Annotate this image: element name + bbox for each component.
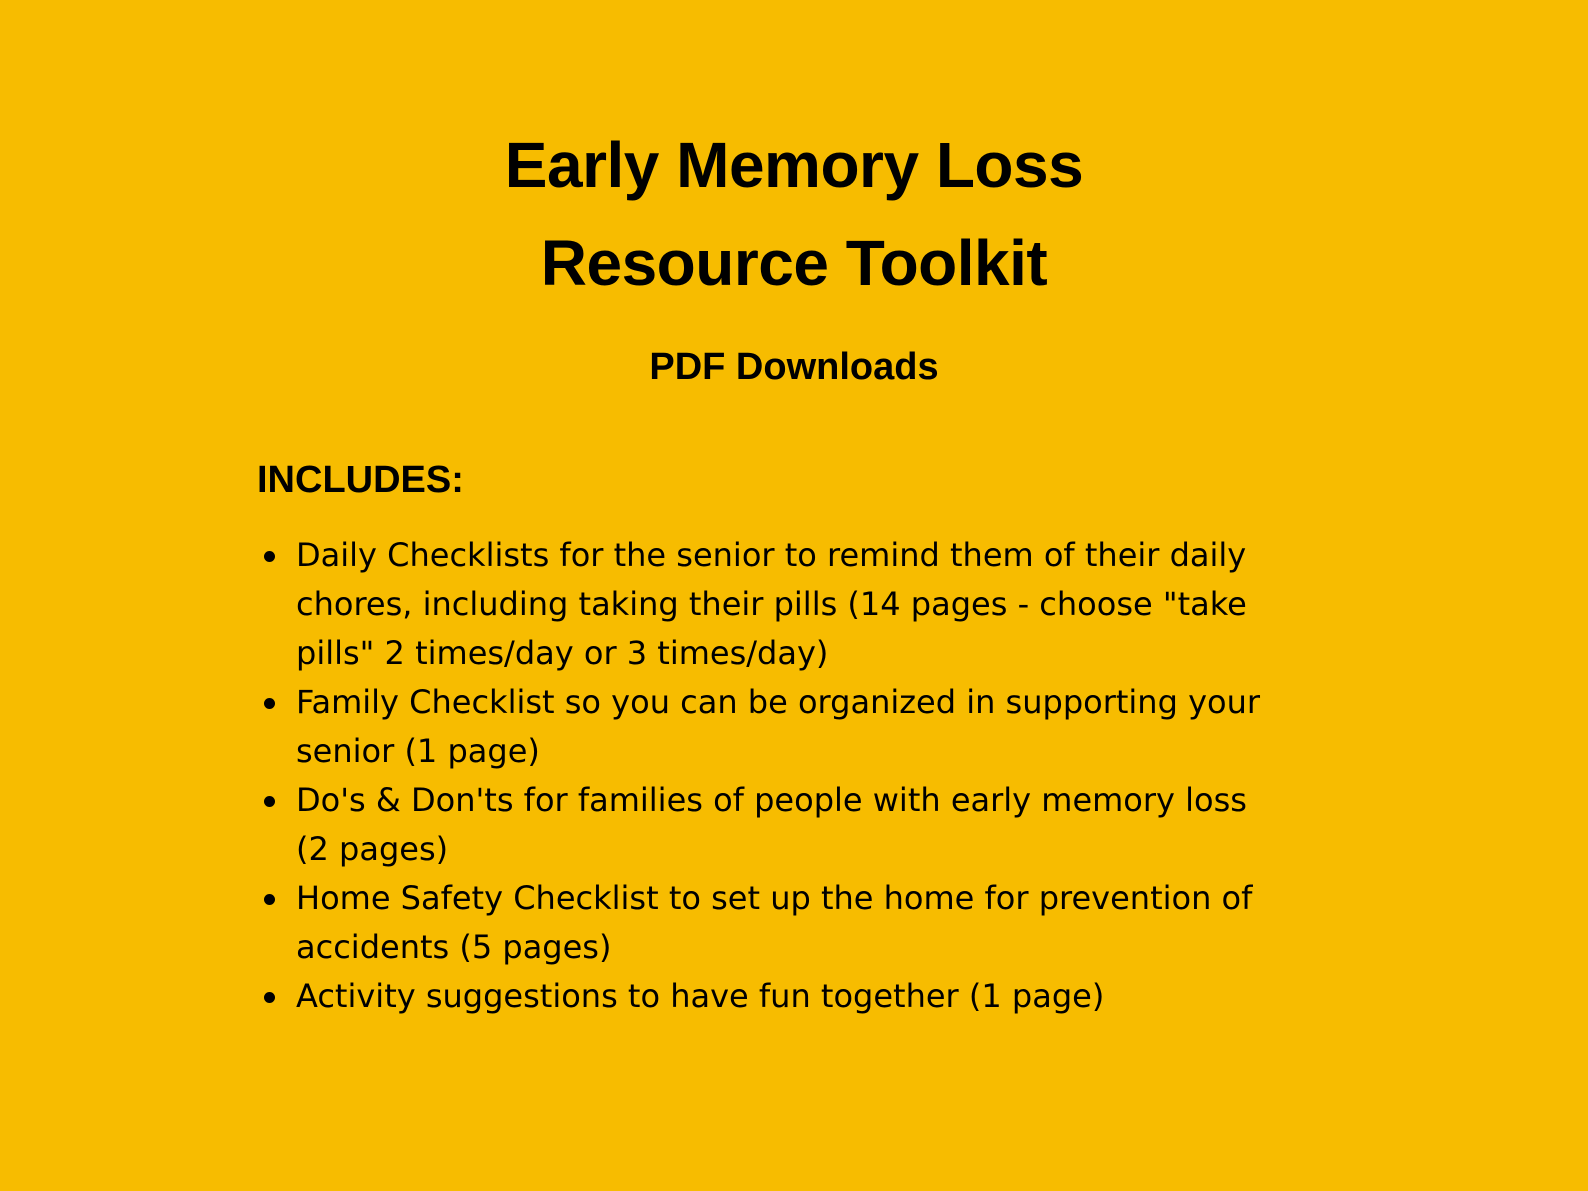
list-item-text-line: Daily Checklists for the senior to remind them of their daily [296, 536, 1247, 574]
includes-heading: INCLUDES: [257, 459, 464, 501]
list-item-dos-and-donts [262, 776, 1362, 874]
list-item-family-checklist [262, 678, 1362, 776]
bullet-icon [264, 698, 275, 709]
bullet-icon [264, 894, 275, 905]
includes-list [262, 531, 1362, 1021]
list-item-text-line: Activity suggestions to have fun together (1 page) [296, 977, 1105, 1015]
list-item-text-line: chores, including taking their pills (14 pages - choose "take [296, 585, 1247, 623]
page-title-line-2: Resource Toolkit [540, 227, 1048, 299]
page-title-line-1: Early Memory Loss [504, 129, 1084, 201]
bullet-icon [264, 796, 275, 807]
list-item-daily-checklists [262, 531, 1362, 678]
list-item-text-line: Do's & Don'ts for families of people with early memory loss [296, 781, 1247, 819]
list-item-text-line: accidents (5 pages) [296, 928, 612, 966]
list-item-text-line: Family Checklist so you can be organized in supporting your [296, 683, 1261, 721]
bullet-icon [264, 992, 275, 1003]
list-item-text-line: pills" 2 times/day or 3 times/day) [296, 634, 829, 672]
list-item-text-line: (2 pages) [296, 830, 449, 868]
bullet-icon [264, 551, 275, 562]
list-item-home-safety-checklist [262, 874, 1362, 972]
list-item-text-line: Home Safety Checklist to set up the home for prevention of [296, 879, 1253, 917]
subtitle: PDF Downloads [649, 346, 939, 388]
list-item-activity-suggestions [262, 972, 1362, 1021]
list-item-text-line: senior (1 page) [296, 732, 540, 770]
